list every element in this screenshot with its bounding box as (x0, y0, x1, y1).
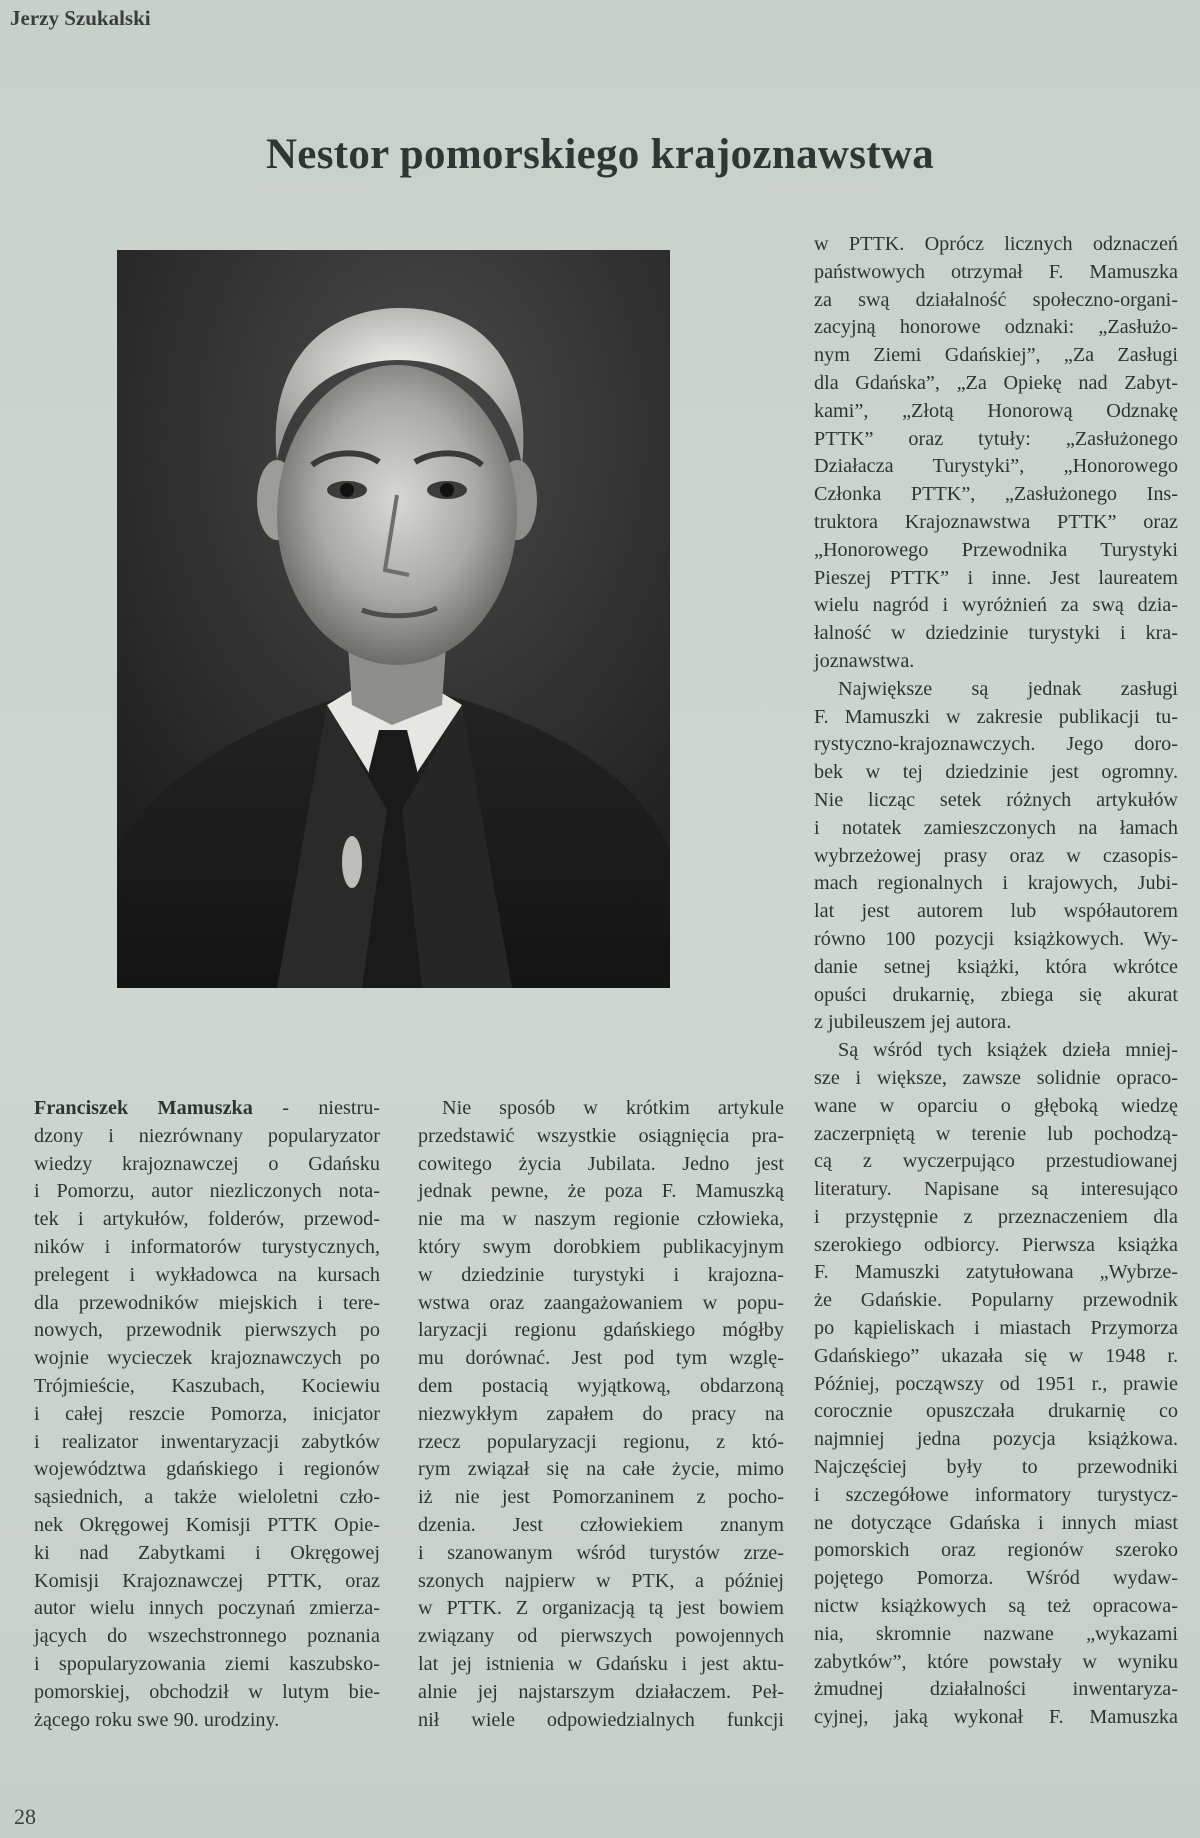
text-line: zabytków”, które powstały w wyniku (814, 1650, 1178, 1673)
lead-name: Franciszek Mamuszka (34, 1097, 253, 1119)
text-line: pojętego Pomorza. Wśród wydaw- (814, 1567, 1178, 1590)
text-line: wielu nagród i wyróżnień za swą dzia- (814, 594, 1178, 617)
text-line: żmudnej działalności inwentaryza- (814, 1678, 1178, 1701)
text-line: pomorskiej, obchodził w lutym bie- (34, 1680, 380, 1703)
text-line: Później, począwszy od 1951 r., prawie (814, 1372, 1178, 1395)
text-line: związany od pierwszych powojennych (418, 1625, 784, 1648)
text-line: mu dorównać. Jest pod tym wzglę- (418, 1347, 784, 1370)
text-line: łalność w dziedzinie turystyki i kra- (814, 622, 1178, 645)
text-line: Największe są jednak zasługi (838, 677, 1178, 700)
text-line: dzenia. Jest człowiekiem znanym (418, 1513, 784, 1536)
text-line: iż nie jest Pomorzaninem z pocho- (418, 1486, 784, 1509)
text-line: i notatek zamieszczonych na łamach (814, 816, 1178, 839)
text-line: danie setnej książki, która wkrótce (814, 955, 1178, 978)
text-line: i spopularyzowania ziemi kaszubsko- (34, 1652, 380, 1675)
text-line: rym związał się na całe życie, mimo (418, 1458, 784, 1481)
text-line: autor wielu innych poczynań zmierza- (34, 1597, 380, 1620)
text-line: Franciszek Mamuszka - niestru- (34, 1097, 381, 1119)
text-line: sze i większe, zawsze solidnie opraco- (814, 1066, 1178, 1089)
text-line: w PTTK. Z organizacją tą jest bowiem (418, 1597, 784, 1620)
text-line: F. Mamuszki zatytułowana „Wybrze- (814, 1261, 1178, 1284)
text-line: za swą działalność społeczno-organi- (814, 288, 1178, 311)
text-line: i realizator inwentaryzacji zabytków (34, 1430, 380, 1453)
text-line: z jubileuszem jej autora. (814, 1011, 1012, 1034)
text-line: jednak pewne, że poza F. Mamuszką (418, 1180, 784, 1203)
text-line: żącego roku swe 90. urodziny. (34, 1708, 280, 1731)
text-line: Trójmieście, Kaszubach, Kociewiu (34, 1374, 380, 1397)
text-line: najmniej jedna pozycja książkowa. (814, 1428, 1178, 1451)
text-line: laryzacji regionu gdańskiego mógłby (418, 1319, 784, 1342)
text-line: szerokiego odbiorcy. Pierwsza książka (814, 1233, 1178, 1256)
portrait-image (117, 250, 670, 988)
text-line: opuści drukarnię, zbiega się akurat (814, 983, 1178, 1006)
text-line: wojnie wycieczek krajoznawczych po (34, 1347, 380, 1370)
text-line: truktora Krajoznawstwa PTTK” oraz (814, 510, 1178, 533)
text-line: prelegent i wykładowca na kursach (34, 1263, 380, 1286)
text-line: nił wiele odpowiedzialnych funkcji (418, 1708, 784, 1731)
text-line: województwa gdańskiego i regionów (34, 1458, 380, 1481)
text-line: corocznie opuszczała drukarnię co (814, 1400, 1178, 1423)
text-line: nia, skromnie nazwane „wykazami (814, 1622, 1178, 1645)
text-line: cą z wyczerpująco przestudiowanej (814, 1150, 1178, 1173)
text-line: pomorskich oraz regionów szeroko (814, 1539, 1178, 1562)
text-column-1 (34, 1095, 380, 1734)
text-line: i przystępnie z przeznaczeniem dla (814, 1205, 1178, 1228)
text-line: w PTTK. Oprócz licznych odznaczeń (814, 233, 1178, 255)
article-title: Nestor pomorskiego krajoznawstwa (265, 131, 935, 178)
text-line: lat jej istnienia w Gdańsku i jest aktu- (418, 1652, 784, 1675)
text-line: jących do wszechstronnego poznania (34, 1625, 380, 1648)
text-line: lat jest autorem lub współautorem (814, 900, 1178, 923)
text-line: F. Mamuszki w zakresie publikacji tu- (814, 705, 1178, 728)
text-line: niezwykłym zapałem do pracy na (418, 1402, 784, 1425)
text-line: Nie sposób w krótkim artykule (442, 1097, 784, 1119)
text-line: Działacza Turystyki”, „Honorowego (814, 455, 1178, 478)
text-line: i Pomorzu, autor niezliczonych nota- (34, 1180, 380, 1203)
text-line: bek w tej dziedzinie jest ogromny. (814, 761, 1178, 784)
text-line: nie ma w naszym regionie człowieka, (418, 1208, 784, 1231)
text-line: Komisji Krajoznawczej PTTK, oraz (34, 1569, 380, 1592)
text-line: kami”, „Złotą Honorową Odznakę (814, 399, 1178, 422)
text-line: dzony i niezrównany popularyzator (34, 1124, 380, 1147)
text-line: po kąpieliskach i miastach Przymorza (814, 1317, 1178, 1340)
text-line: mach regionalnych i krajowych, Jubi- (814, 872, 1178, 895)
text-line: i szanowanym wśród turystów zrze- (418, 1541, 784, 1564)
text-line: sąsiednich, a także wieloletni czło- (34, 1486, 380, 1509)
text-line: literatury. Napisane są interesująco (814, 1178, 1178, 1201)
author-name: Jerzy Szukalski (10, 6, 151, 30)
text-line: joznawstwa. (814, 649, 915, 672)
text-line: Pieszej PTTK” i inne. Jest laureatem (814, 566, 1178, 589)
text-line: alnie jej najstarszym działaczem. Peł- (418, 1680, 784, 1703)
text-line: rystyczno-krajoznawczych. Jego doro- (814, 733, 1178, 756)
text-column-2 (418, 1095, 784, 1734)
text-line: zacyjną honorowe odznaki: „Zasłużo- (814, 316, 1178, 339)
text-line: Najczęściej były to przewodniki (814, 1456, 1178, 1479)
text-line: rzecz popularyzacji regionu, z któ- (418, 1430, 784, 1453)
text-line: nictw książkowych są też opracowa- (814, 1595, 1178, 1618)
text-line: wybrzeżowej prasy oraz w czasopis- (814, 844, 1178, 867)
text-line: Są wśród tych książek dzieła mniej- (838, 1039, 1178, 1062)
text-line: państwowych otrzymał F. Mamuszka (814, 260, 1178, 283)
text-line: ników i informatorów turystycznych, (34, 1235, 380, 1258)
text-line: nym Ziemi Gdańskiej”, „Za Zasługi (814, 344, 1178, 367)
text-column-3 (814, 231, 1178, 1732)
text-line: który swym dorobkiem publikacyjnym (418, 1235, 784, 1258)
text-line: Członka PTTK”, „Zasłużonego Ins- (814, 483, 1178, 506)
text-line: dla przewodników miejskich i tere- (34, 1291, 380, 1314)
text-line: i całej reszcie Pomorza, inicjator (34, 1402, 380, 1425)
page-number: 28 (14, 1804, 36, 1829)
text-line: szonych najpierw w PTK, a później (418, 1569, 784, 1592)
text-line: zaczerpniętą w terenie lub pochodzą- (814, 1122, 1178, 1145)
text-line: nowych, przewodnik pierwszych po (34, 1319, 380, 1342)
text-line: dla Gdańska”, „Za Opiekę nad Zabyt- (814, 371, 1178, 394)
text-line: tek i artykułów, folderów, przewod- (34, 1208, 380, 1231)
text-line: nek Okręgowej Komisji PTTK Opie- (34, 1513, 380, 1536)
text-line: wiedzy krajoznawczej o Gdańsku (34, 1152, 380, 1175)
text-line: cowitego życia Jubilata. Jedno jest (418, 1152, 784, 1175)
text-line: wane w oparciu o głęboką wiedzę (814, 1094, 1178, 1117)
text-line: cyjnej, jaką wykonał F. Mamuszka (814, 1706, 1178, 1729)
text-line: Nie licząc setek różnych artykułów (814, 788, 1178, 811)
text-line: w dziedzinie turystyki i krajozna- (418, 1263, 784, 1286)
text-line: przedstawić wszystkie osiągnięcia pra- (418, 1124, 784, 1147)
portrait-photo (117, 250, 670, 988)
text-line: dem postacią wyjątkową, obdarzoną (418, 1374, 784, 1397)
text-line: i szczegółowe informatory turystycz- (814, 1483, 1178, 1506)
text-line: równo 100 pozycji książkowych. Wy- (814, 927, 1178, 950)
text-line: że Gdańskie. Popularny przewodnik (814, 1289, 1178, 1312)
text-line: Gdańskiego” ukazała się w 1948 r. (814, 1344, 1178, 1367)
text-line: ki nad Zabytkami i Okręgowej (34, 1541, 380, 1564)
text-line: PTTK” oraz tytuły: „Zasłużonego (814, 427, 1178, 450)
text-line: wstwa oraz zaangażowaniem w popu- (418, 1291, 784, 1314)
text-line: „Honorowego Przewodnika Turystyki (814, 538, 1178, 561)
text-line: ne dotyczące Gdańska i innych miast (814, 1511, 1178, 1534)
